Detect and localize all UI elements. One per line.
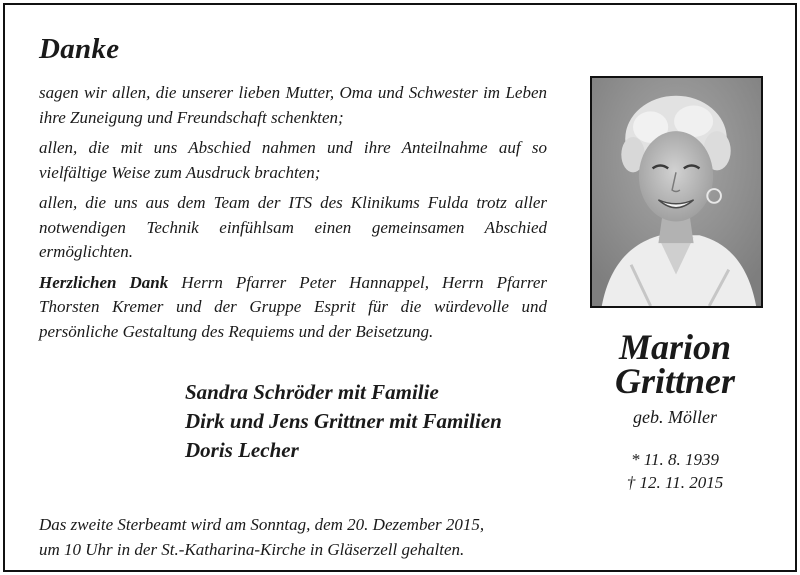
paragraph-2: allen, die mit uns Abschied nahmen und ihre Anteilnahme auf so vielfältige Weise zum Ausdruck brachten; <box>39 138 547 182</box>
portrait-illustration <box>592 78 761 306</box>
footer-line-1: Das zweite Sterbeamt wird am Sonntag, dem 20. Dezember 2015, <box>39 515 485 534</box>
first-name: Marion <box>618 327 732 367</box>
maiden-name: geb. Möller <box>633 407 717 427</box>
death-date: † 12. 11. 2015 <box>626 473 724 492</box>
obituary-card <box>3 3 797 572</box>
heading: Danke <box>39 33 120 65</box>
deceased-name <box>575 327 775 401</box>
signer-2: Dirk und Jens Grittner mit Familien <box>185 409 502 433</box>
signer-3: Doris Lecher <box>185 438 299 462</box>
signers <box>185 378 502 465</box>
footer-line-2: um 10 Uhr in der St.-Katharina-Kirche in Gläserzell gehalten. <box>39 539 465 559</box>
birth-date: * 11. 8. 1939 <box>631 450 719 469</box>
paragraph-4-bold: Herzlichen Dank <box>39 272 169 292</box>
thanks-text <box>39 81 547 344</box>
paragraph-1: sagen wir allen, die unserer lieben Mutter, Oma und Schwester im Leben ihre Zuneigung und Freundschaft schenkten; <box>39 83 547 127</box>
signer-1: Sandra Schröder mit Familie <box>185 380 439 404</box>
paragraph-3: allen, die uns aus dem Team der ITS des Klinikums Fulda trotz aller notwendigen Technik einfühlsam einen gemeinsamen Abschied ermöglichten. <box>39 193 547 261</box>
portrait-photo <box>590 76 763 308</box>
footer-note <box>39 513 559 562</box>
paragraph-4-text: Herrn Pfarrer Peter Hannappel, Herrn Pfarrer Thorsten Kremer und der Gruppe Esprit für die würdevolle und persönliche Gestaltung des Requiems und der Beisetzung. <box>39 272 547 341</box>
last-name: Grittner <box>614 361 736 401</box>
life-dates <box>575 448 775 494</box>
paragraph-4 <box>39 271 547 345</box>
